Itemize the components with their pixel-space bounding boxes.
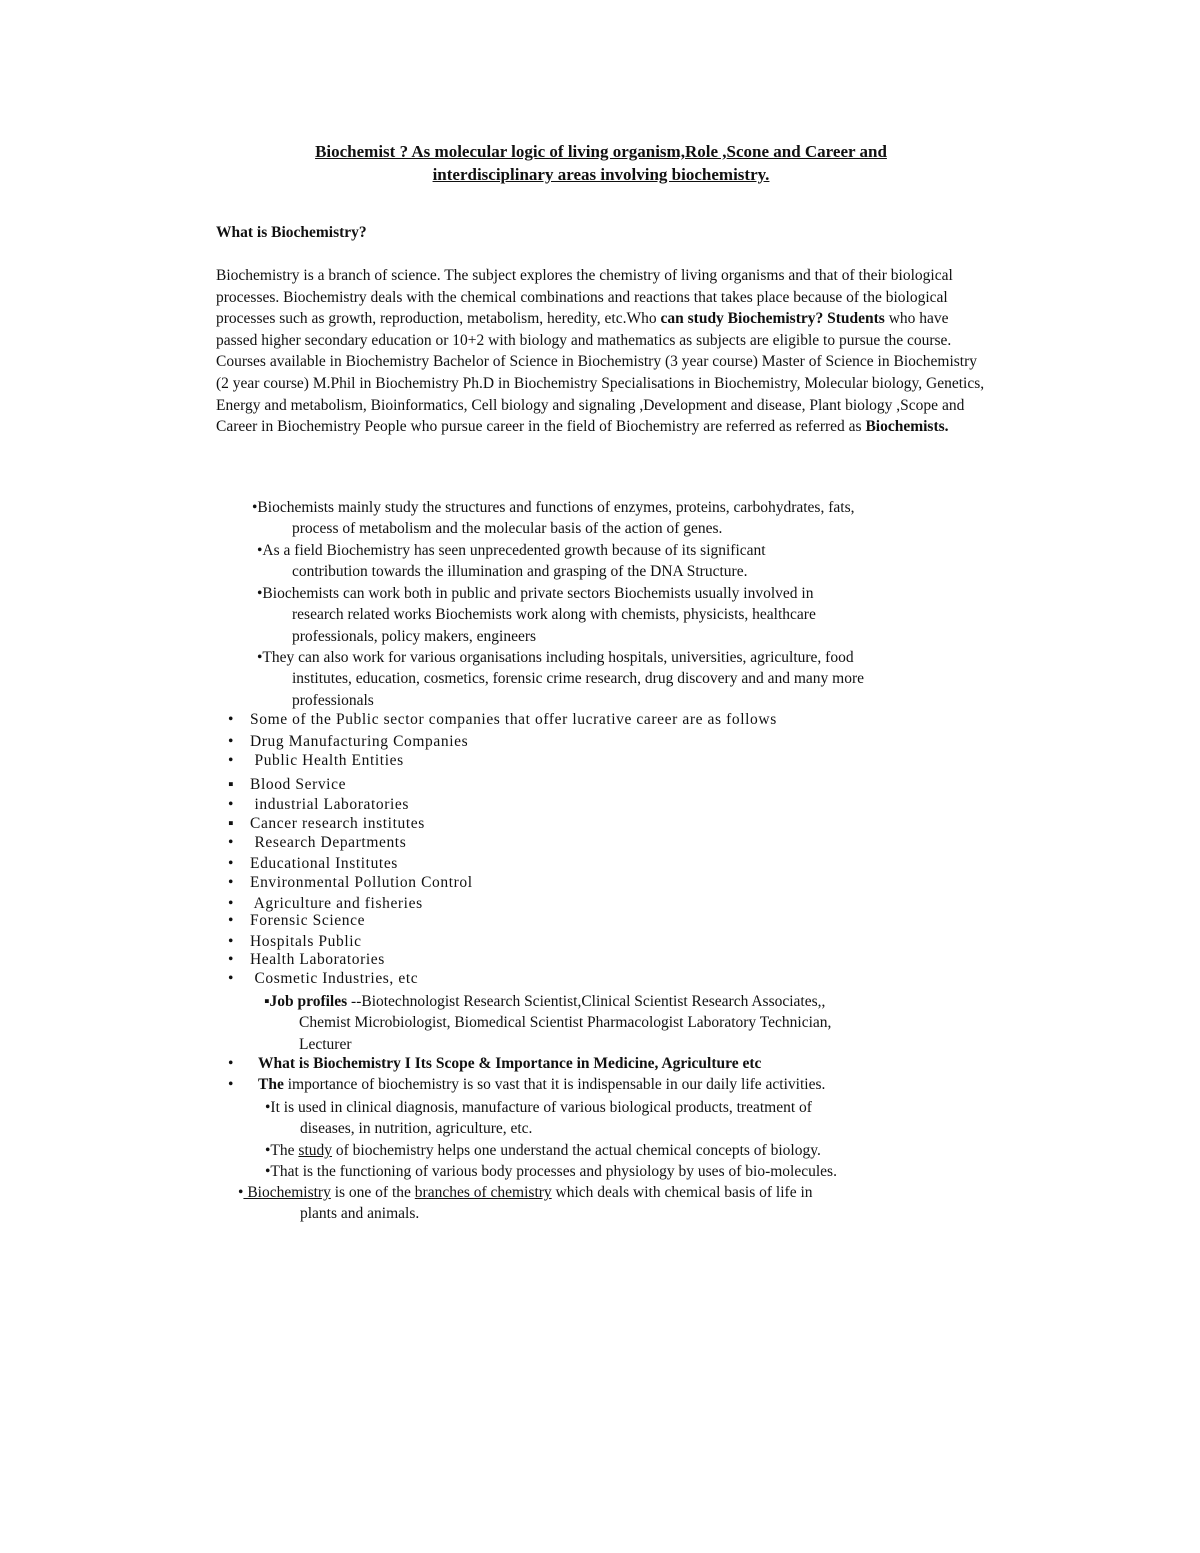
list-item: • Hospitals Public xyxy=(228,933,362,950)
title-line-1: Biochemist ? As molecular logic of living organism,Role ,Scone and Career and xyxy=(315,142,887,161)
intro-bold-2: Biochemists. xyxy=(865,418,949,436)
list-item: • Environmental Pollution Control xyxy=(228,874,473,891)
bullet-b-3: •That is the functioning of various body processes and physiology by uses of bio-molecules. xyxy=(265,1163,837,1180)
list-item: ▪ Blood Service xyxy=(228,776,347,793)
biochemistry-link[interactable]: Biochemistry xyxy=(243,1184,331,1201)
branches-of-chemistry-link[interactable]: branches of chemistry xyxy=(414,1184,552,1201)
list-item: • Drug Manufacturing Companies xyxy=(228,733,469,750)
list-item: • Public Health Entities xyxy=(228,752,404,769)
bullet-a-1: •Biochemists mainly study the structures and functions of enzymes, proteins, carbohydrates, fats, process of metabolism and the molecular basis of the action of genes. xyxy=(252,499,855,538)
intro-text: Biochemistry is a branch of science. The subject explores the chemistry of living organisms and that of their biological processes. Biochemistry deals with the chemical combinations and reactions that takes place because of the biological processes such as growth, reproduction, metabolism, heredity, etc.Who xyxy=(216,267,953,328)
list-item: ▪ Cancer research institutes xyxy=(228,815,425,832)
title-line-2: interdisciplinary areas involving biochemistry. xyxy=(432,165,770,184)
bullet-b-2: •The study of biochemistry helps one understand the actual chemical concepts of biology. xyxy=(265,1142,821,1159)
list-item: • Some of the Public sector companies that offer lucrative career are as follows xyxy=(228,711,777,728)
bullet-a-3: •Biochemists can work both in public and private sectors Biochemists usually involved in research related works Biochemists work along with chemists, physicists, healthcare professionals, policy makers, engineers xyxy=(257,585,816,645)
list-item: • Cosmetic Industries, etc xyxy=(228,970,419,987)
intro-paragraph xyxy=(216,265,986,438)
list-item: • Health Laboratories xyxy=(228,951,385,968)
intro-bold-1: can study Biochemistry? Students xyxy=(660,310,885,328)
list-item: • Research Departments xyxy=(228,834,407,851)
bullet-a-2: •As a field Biochemistry has seen unprecedented growth because of its significant contribution towards the illumination and grasping of the DNA Structure. xyxy=(257,542,766,581)
list-item: • Educational Institutes xyxy=(228,855,398,872)
last-bullet: • Biochemistry is one of the branches of chemistry which deals with chemical basis of life in plants and animals. xyxy=(238,1184,813,1223)
list-item: • industrial Laboratories xyxy=(228,796,410,813)
document-title xyxy=(216,140,986,186)
list-item: • Forensic Science xyxy=(228,912,366,929)
list-item: • Agriculture and fisheries xyxy=(228,895,423,912)
bullet-b-1: •It is used in clinical diagnosis, manufacture of various biological products, treatment of diseases, in nutrition, agriculture, etc. xyxy=(265,1099,812,1138)
job-profiles: ▪Job profiles --Biotechnologist Research Scientist,Clinical Scientist Research Associates,, Chemist Microbiologist, Biomedical Scientist Pharmacologist Laboratory Technician, Lecturer xyxy=(264,993,832,1053)
importance-item: • The importance of biochemistry is so vast that it is indispensable in our daily life activities. xyxy=(228,1076,826,1093)
intro-text-2: who have passed higher secondary education or 10+2 with biology and mathematics as subjects are eligible to pursue the course. Courses available in Biochemistry Bachelor of Science in Biochemistry (3 year course) Master of Science in Biochemistry (2 year course) M.Phil in Biochemistry Ph.D in Biochemistry Specialisations in Biochemistry, Molecular biology, Genetics, Energy and metabolism, Bioinformatics, Cell biology and signaling ,Development and disease, Plant biology ,Scope and Career in Biochemistry People who pursue career in the field of Biochemistry are referred as referred as xyxy=(216,310,985,436)
study-link[interactable]: study xyxy=(298,1142,332,1159)
section-heading: What is Biochemistry? xyxy=(216,224,367,241)
bullet-a-4: •They can also work for various organisations including hospitals, universities, agriculture, food institutes, education, cosmetics, forensic crime research, drug discovery and and many more professionals xyxy=(257,649,865,709)
scope-heading: • What is Biochemistry I Its Scope & Importance in Medicine, Agriculture etc xyxy=(228,1055,762,1072)
